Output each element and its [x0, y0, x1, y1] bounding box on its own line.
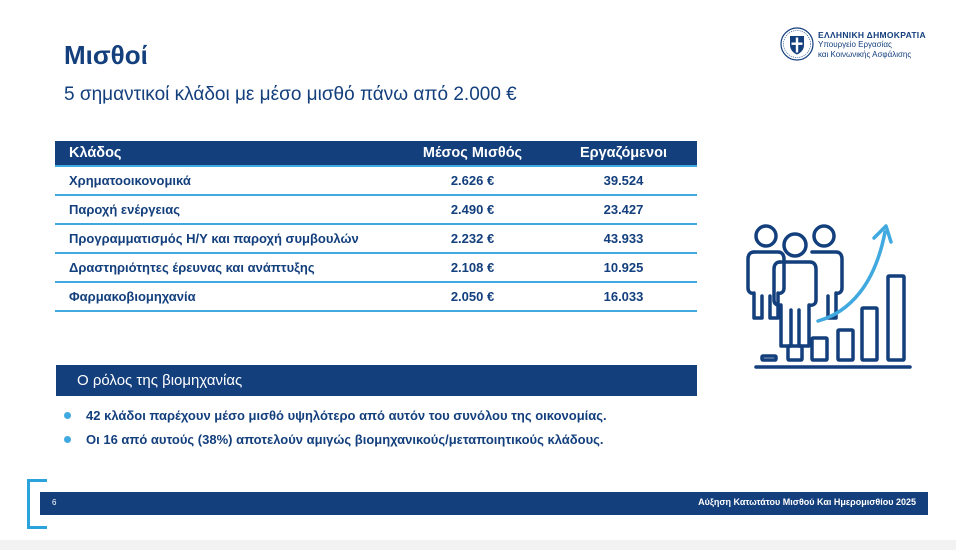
cell-avg-salary: 2.108 € — [395, 253, 550, 282]
column-header-avg-salary: Μέσος Μισθός — [395, 141, 550, 166]
cell-sector: Φαρμακοβιομηχανία — [55, 282, 395, 311]
column-header-employees: Εργαζόμενοι — [550, 141, 697, 166]
table-header-row — [55, 141, 697, 166]
cell-sector: Χρηματοοικονομικά — [55, 166, 395, 195]
logo-ministry-line2: και Κοινωνικής Ασφάλισης — [818, 50, 912, 59]
cell-avg-salary: 2.490 € — [395, 195, 550, 224]
industry-role-bullets — [64, 407, 607, 455]
cell-employees: 16.033 — [550, 282, 697, 311]
bullet-icon — [64, 412, 71, 419]
cell-sector: Δραστηριότητες έρευνας και ανάπτυξης — [55, 253, 395, 282]
bullet-text: Οι 16 από αυτούς (38%) αποτελούν αμιγώς βιομηχανικούς/μεταποιητικούς κλάδους. — [86, 432, 604, 447]
column-header-sector: Κλάδος — [55, 141, 395, 166]
cell-avg-salary: 2.626 € — [395, 166, 550, 195]
cell-avg-salary: 2.050 € — [395, 282, 550, 311]
salary-table — [55, 141, 697, 312]
cell-employees: 43.933 — [550, 224, 697, 253]
table-row — [55, 166, 697, 195]
ministry-logo-text — [818, 30, 926, 60]
cell-employees: 23.427 — [550, 195, 697, 224]
list-item — [64, 407, 607, 431]
footer-title: Αύξηση Κατωτάτου Μισθού Και Ημερομισθίου 2025 — [698, 497, 916, 507]
ministry-logo — [780, 27, 940, 63]
people-growth-chart-icon — [740, 218, 920, 378]
greek-coat-of-arms-icon — [780, 27, 814, 61]
footer-bar — [40, 492, 928, 515]
industry-role-header: Ο ρόλος της βιομηχανίας — [56, 365, 697, 396]
logo-ministry-line1: Υπουργείο Εργασίας — [818, 40, 892, 49]
cell-employees: 39.524 — [550, 166, 697, 195]
cell-sector: Παροχή ενέργειας — [55, 195, 395, 224]
list-item — [64, 431, 607, 455]
table-row — [55, 224, 697, 253]
page-number: 6 — [52, 498, 57, 507]
cell-employees: 10.925 — [550, 253, 697, 282]
table-row — [55, 253, 697, 282]
bullet-icon — [64, 436, 71, 443]
logo-republic-name: ΕΛΛΗΝΙΚΗ ΔΗΜΟΚΡΑΤΙΑ — [818, 30, 926, 40]
cell-sector: Προγραμματισμός Η/Υ και παροχή συμβουλών — [55, 224, 395, 253]
page-title: Μισθοί — [64, 40, 148, 70]
table-row — [55, 195, 697, 224]
bullet-text: 42 κλάδοι παρέχουν μέσο μισθό υψηλότερο από αυτόν του συνόλου της οικονομίας. — [86, 408, 607, 423]
page-subtitle: 5 σημαντικοί κλάδοι με μέσο μισθό πάνω από 2.000 € — [64, 84, 517, 105]
table-row — [55, 282, 697, 311]
cell-avg-salary: 2.232 € — [395, 224, 550, 253]
